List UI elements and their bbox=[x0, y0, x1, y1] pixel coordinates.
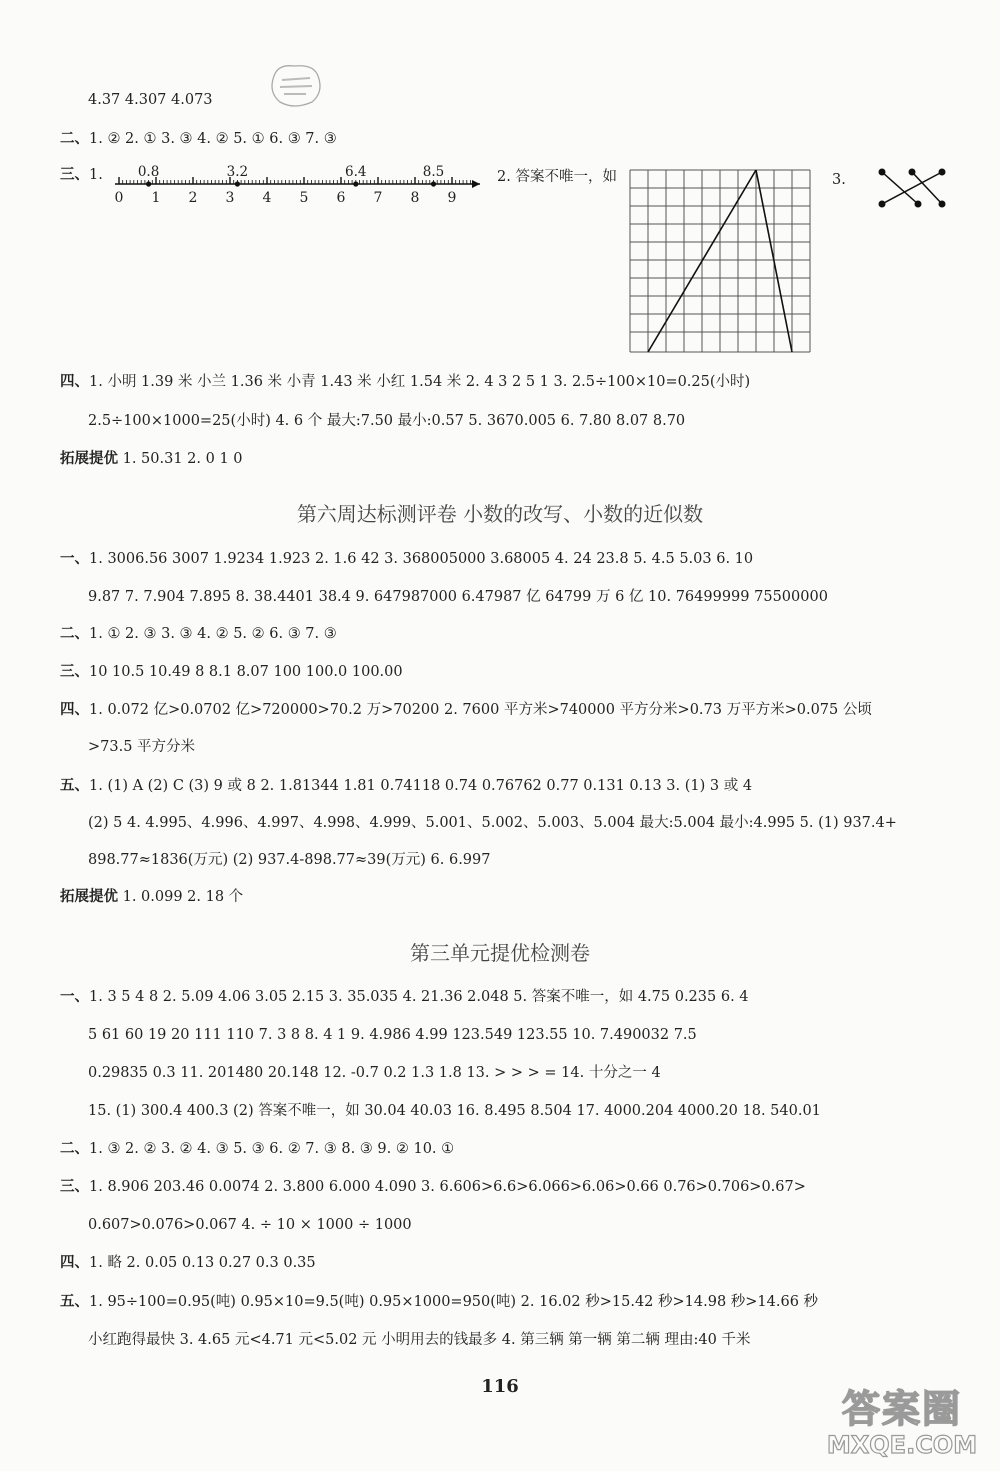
answer-line: 2.5÷100×1000=25(小时) 4. 6 个 最大:7.50 最小:0.57 5. 3670.005 6. 7.80 8.07 8.70 bbox=[88, 413, 686, 429]
answer-line: 898.77≈1836(万元) (2) 937.4-898.77≈39(万元) 6. 6.997 bbox=[88, 852, 491, 868]
answer-line: 五、1. 95÷100=0.95(吨) 0.95×10=9.5(吨) 0.95×1000=950(吨) 2. 16.02 秒>15.42 秒>14.98 秒>14.66 秒 bbox=[60, 1293, 819, 1310]
number-line-tick-label: 7 bbox=[373, 190, 383, 206]
number-line-point-label: 3.2 bbox=[226, 164, 249, 180]
answer-line: >73.5 平方分米 bbox=[88, 739, 196, 755]
number-line-tick-label: 9 bbox=[447, 190, 457, 206]
grid-triangle-drawing bbox=[628, 168, 816, 354]
answer-line: 五、1. (1) A (2) C (3) 9 或 8 2. 1.81344 1.81 0.74118 0.74 0.76762 0.77 0.131 0.13 3. (1) 3 或 4 bbox=[60, 777, 753, 794]
number-line-tick-label: 8 bbox=[410, 190, 420, 206]
answer-line: 小红跑得最快 3. 4.65 元<4.71 元<5.02 元 小明用去的钱最多 4. 第三辆 第一辆 第二辆 理由:40 千米 bbox=[88, 1332, 751, 1348]
number-line-point-label: 8.5 bbox=[422, 164, 445, 180]
number-line-point bbox=[146, 181, 151, 186]
answer-line: 二、1. ② 2. ① 3. ③ 4. ② 5. ① 6. ③ 7. ③ bbox=[60, 130, 337, 147]
number-line-point bbox=[431, 181, 436, 186]
section-title: 第三单元提优检测卷 bbox=[410, 941, 590, 965]
answer-line: 拓展提优 1. 50.31 2. 0 1 0 bbox=[60, 450, 243, 467]
answer-line: 四、1. 0.072 亿>0.0702 亿>720000>70.2 万>70200 2. 7600 平方米>740000 平方分米>0.73 万平方米>0.075 公顷 bbox=[60, 701, 872, 718]
number-line-point bbox=[235, 181, 240, 186]
answer-line: 0.29835 0.3 11. 201480 20.148 12. -0.7 0.2 1.3 1.8 13. > > > = 14. 十分之一 4 bbox=[88, 1065, 661, 1081]
number-line bbox=[105, 160, 485, 210]
number-line-point-label: 0.8 bbox=[137, 164, 160, 180]
stamp-seal bbox=[268, 62, 324, 108]
number-line-tick-label: 1 bbox=[151, 190, 161, 206]
number-line-point bbox=[353, 181, 358, 186]
answer-line: 拓展提优 1. 0.099 2. 18 个 bbox=[60, 888, 244, 905]
answer-line: 二、1. ③ 2. ② 3. ② 4. ③ 5. ③ 6. ② 7. ③ 8. ③ 9. ② 10. ① bbox=[60, 1140, 455, 1157]
answer-line: 5 61 60 19 20 111 110 7. 3 8 8. 4 1 9. 4.986 4.99 123.549 123.55 10. 7.490032 7.5 bbox=[88, 1027, 697, 1043]
answer-line: 三、1. 8.906 203.46 0.0074 2. 3.800 6.000 4.090 3. 6.606>6.6>6.066>6.06>0.66 0.76>0.706>0.67> bbox=[60, 1178, 806, 1195]
answer-line: 0.607>0.076>0.067 4. ÷ 10 × 1000 ÷ 1000 bbox=[88, 1217, 412, 1233]
answer-line: 9.87 7. 7.904 7.895 8. 38.4401 38.4 9. 647987000 6.47987 亿 64799 万 6 亿 10. 76499999 75500000 bbox=[88, 589, 828, 605]
answer-line: 3. bbox=[832, 172, 846, 188]
number-line-tick-label: 5 bbox=[299, 190, 309, 206]
answer-line: 四、1. 略 2. 0.05 0.13 0.27 0.3 0.35 bbox=[60, 1254, 316, 1271]
number-line-tick-label: 2 bbox=[188, 190, 198, 206]
page-number: 116 bbox=[481, 1376, 519, 1397]
answer-line: (2) 5 4. 4.995、4.996、4.997、4.998、4.999、5.001、5.002、5.003、5.004 最大:5.004 最小:4.995 5. (1) 937.4+ bbox=[88, 815, 897, 831]
matching-lines-drawing bbox=[872, 164, 952, 214]
answer-line: 4.37 4.307 4.073 bbox=[88, 92, 213, 108]
answer-line: 三、1. bbox=[60, 166, 103, 183]
number-line-arrow bbox=[472, 180, 480, 188]
number-line-tick-label: 4 bbox=[262, 190, 272, 206]
number-line-tick-label: 3 bbox=[225, 190, 235, 206]
answer-line: 三、10 10.5 10.49 8 8.1 8.07 100 100.0 100.00 bbox=[60, 663, 403, 680]
number-line-tick-label: 6 bbox=[336, 190, 346, 206]
answer-line: 二、1. ① 2. ③ 3. ③ 4. ② 5. ② 6. ③ 7. ③ bbox=[60, 625, 337, 642]
number-line-tick-label: 0 bbox=[114, 190, 124, 206]
answer-line: 15. (1) 300.4 400.3 (2) 答案不唯一，如 30.04 40.03 16. 8.495 8.504 17. 4000.204 4000.20 18. 540.01 bbox=[88, 1103, 821, 1119]
watermark-logo: 答案圈 MXQE.COM bbox=[826, 1387, 978, 1459]
answer-line: 2. 答案不唯一，如 bbox=[497, 169, 617, 185]
section-title: 第六周达标测评卷 小数的改写、小数的近似数 bbox=[296, 502, 704, 526]
answer-line: 一、1. 3 5 4 8 2. 5.09 4.06 3.05 2.15 3. 35.035 4. 21.36 2.048 5. 答案不唯一，如 4.75 0.235 6. 4 bbox=[60, 988, 749, 1005]
number-line-point-label: 6.4 bbox=[345, 164, 367, 180]
answer-line: 四、1. 小明 1.39 米 小兰 1.36 米 小青 1.43 米 小红 1.54 米 2. 4 3 2 5 1 3. 2.5÷100×10=0.25(小时) bbox=[60, 373, 751, 390]
answer-line: 一、1. 3006.56 3007 1.9234 1.923 2. 1.6 42 3. 368005000 3.68005 4. 24 23.8 5. 4.5 5.03 6. 10 bbox=[60, 550, 754, 567]
